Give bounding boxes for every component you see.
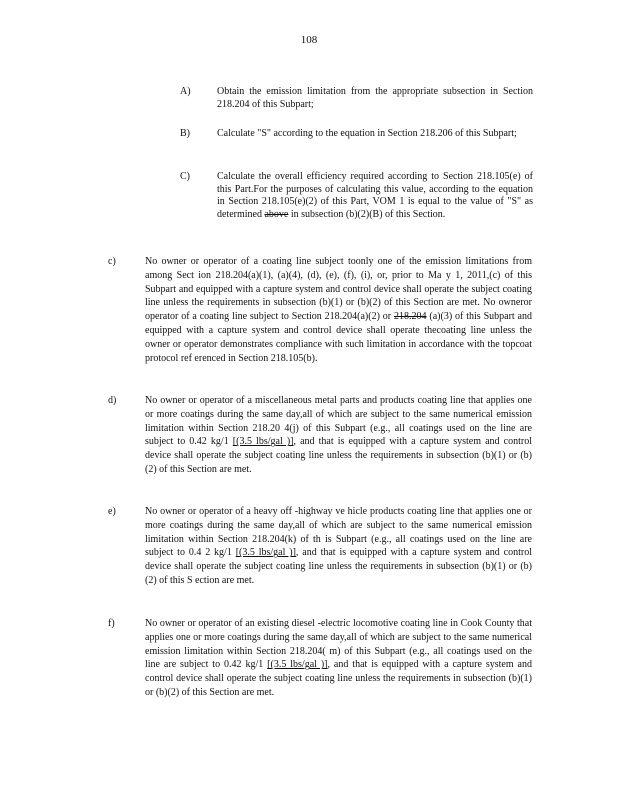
struck-text: above — [264, 208, 289, 220]
subitem-label: B) — [180, 128, 190, 139]
item-c — [108, 255, 533, 365]
item-e — [108, 505, 533, 588]
subitem-text: Obtain the emission limitation from the appropriate subsection in Section 218.204 of this Subpart; — [217, 86, 533, 110]
subitem-label: C) — [180, 171, 190, 182]
subitem-label: A) — [180, 86, 191, 97]
subitem-b — [180, 128, 540, 141]
struck-text: 218.204 — [394, 311, 427, 323]
item-text: No owner or operator of a coating line subject toonly one of the emission limitations from among Sect ion 218.204(a)(1), (a)(4), (d), (e), (f), (i), or, prior to Ma y 1, 2011,(c) of this Subpart and equipped with a capture system and control device shall operate the subject coating line unless the requirements in subsection (b)(1) or (b)(2) of this Section are met. No owneror operator of a coating line subject to Section 218.204(a)(2) or 218.204 (a)(3) of this Subpart and equipped with a capture system and control device shall operate thecoating line unless the owner or operator demonstrates compliance with such limitation in accordance with the topcoat protocol ref erenced in Section 218.105(b). — [145, 256, 533, 364]
subitem-text: Calculate the overall efficiency required according to Section 218.105(e) of this Part.For the purposes of calculating this value, according to the equation in Section 218.105(e)(2) of this Part, VOM 1 is equal to the value of "S" as determined above in subsection (b)(2)(B) of this Section. — [217, 171, 533, 220]
item-label: f) — [108, 618, 115, 629]
item-d — [108, 394, 533, 477]
item-f — [108, 617, 533, 700]
underlined-text: [(3.5 lbs/gal )] — [267, 659, 328, 671]
item-label: d) — [108, 395, 117, 406]
item-text: No owner or operator of a heavy off -highway ve hicle products coating line that applies one or more coatings during the same day,all of which are subject to the same numerical emission limitation within Section 218.204(k) of th is Subpart (e.g., all coatings used on the line are subject to 0.4 2 kg/1 [(3.5 lbs/gal )], and that is equipped with a capture system and control device shall operate the subject coating line unless the requirements in subsection (b)(1) or (b)(2) of this S ection are met. — [145, 506, 532, 586]
item-text: No owner or operator of an existing diesel -electric locomotive coating line in Cook County that applies one or more coatings during the same day,all of which are subject to the same numerical emission limitation within Section 218.204( m) of this Subpart (e.g., all coatings used on the line are subject to 0.42 kg/1 [(3.5 lbs/gal )], and that is equipped with a capture system and control device shall operate the subject coating line unless the requirements in subsection (b)(1) or (b)(2) of this Section are met. — [145, 618, 532, 698]
subitem-a — [180, 86, 540, 111]
item-label: e) — [108, 506, 116, 517]
page-number: 108 — [300, 34, 318, 46]
subitem-c — [180, 171, 540, 221]
item-label: c) — [108, 256, 116, 267]
subitem-text: Calculate "S" according to the equation in Section 218.206 of this Subpart; — [217, 128, 517, 139]
underlined-text: [(3.5 lbs/gal )] — [232, 436, 294, 448]
underlined-text: [(3.5 lbs/gal )] — [235, 547, 296, 559]
item-text: No owner or operator of a miscellaneous metal parts and products coating line that applies one or more coatings during the same day,all of which are subject to the same numerical emission limitation within Section 218.20 4(j) of this Subpart (e.g., all coatings used on the line are subject to 0.42 kg/1 [(3.5 lbs/gal )], and that is equipped with a capture system and control device shall operate the subject coating line unless the requirements in subsection (b)(1) or (b)(2) of this Section are met. — [145, 395, 532, 475]
